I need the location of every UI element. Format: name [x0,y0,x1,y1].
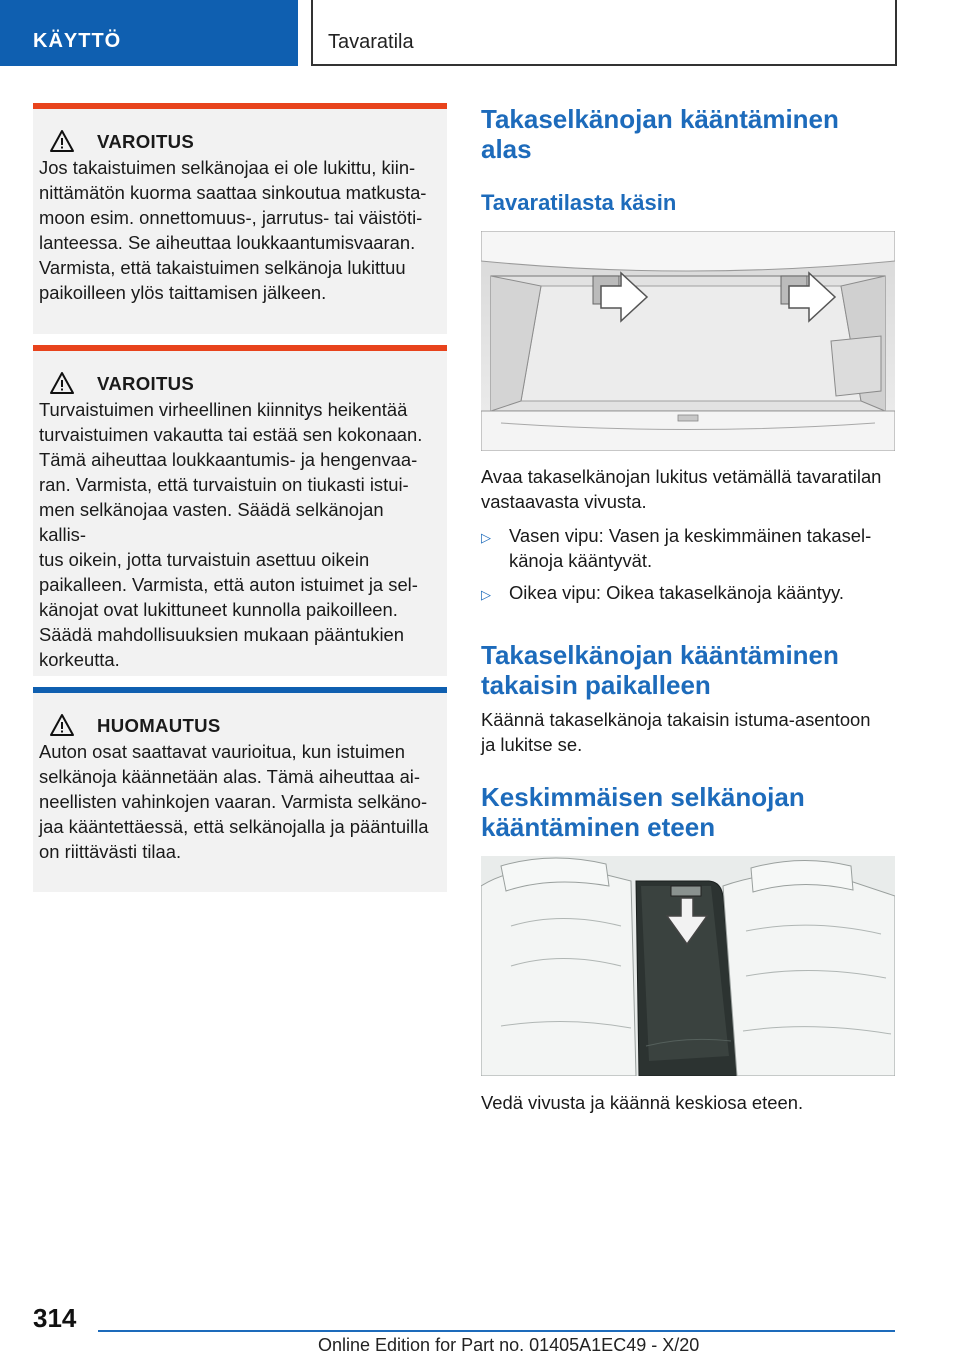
page-title: Tavaratila [311,0,897,66]
heading-fold-down: Takaselkänojan kääntäminen alas [481,104,839,164]
rear-seat-illustration [481,856,895,1076]
warning-box-2 [33,345,447,676]
warning-triangle-icon [49,713,75,737]
warning-header [39,371,435,395]
warning-triangle-icon [49,371,75,395]
instruction-text: Vedä vivusta ja käännä keskiosa eteen. [481,1092,804,1113]
bullet-marker: ▷ [481,530,491,545]
warning-label: VAROITUS [97,130,195,152]
list-item [481,523,901,573]
instruction-text: Käännä takaselkänoja takaisin istuma-asentoon ja lukitse se. [481,709,871,755]
notice-text: Auton osat saattavat vaurioitua, kun istuimen selkänoja käännetään alas. Tämä aiheuttaa ai- neellisten vahinkojen vaaran. Varmista selkäno- jaa kääntettäessä, että selkänojalla ja pääntuilla on riittävästi tilaa. [39,741,429,862]
notice-label: HUOMAUTUS [97,714,221,736]
warning-header [39,129,435,153]
warning-triangle-icon [49,129,75,153]
notice-header [39,713,435,737]
list-item-text: Vasen vipu: Vasen ja keskimmäinen takasel- känoja kääntyvät. [509,525,872,571]
heading-fold-back: Takaselkänojan kääntäminen takaisin paikalleen [481,640,839,700]
warning-text: Jos takaistuimen selkänojaa ei ole lukittu, kiin- nittämätön kuorma saattaa sinkoutua matkusta- moon esim. onnettomuus-, jarrutus- tai väistöti- lanteessa. Se aiheuttaa loukkaantumisvaaran. Varmista, että takaistuimen selkänoja lukittuu paikoilleen ylös taittamisen jälkeen. [39,157,427,303]
subheading-from-trunk: Tavaratilasta käsin [481,190,677,215]
list-item [481,580,901,607]
list-item-text: Oikea vipu: Oikea takaselkänoja kääntyy. [509,582,844,603]
instruction-text: Avaa takaselkänojan lukitus vetämällä tavaratilan vastaavasta vivusta. [481,466,882,512]
section-tab: KÄYTTÖ [0,0,298,66]
heading-center-backrest: Keskimmäisen selkänojan kääntäminen eteen [481,782,805,842]
warning-label: VAROITUS [97,372,195,394]
warning-text: Turvaistuimen virheellinen kiinnitys heikentää turvaistuimen vakautta tai estää sen kokonaan. Tämä aiheuttaa loukkaantumis- ja hengenvaa- ran. Varmista, että turvaistuin on tiukasti istui- men selkänojaa vasten. Säädä selkänojan kallis- tus oikein, jotta turvaistuin asettuu oikein paikalleen. Varmista, että auton istuimet ja sel- känojat ovat lukittuneet kunnolla paikoilleen. Säädä mahdollisuuksien mukaan pääntukien korkeutta. [39,399,423,670]
footer-divider [98,1330,895,1332]
bullet-marker: ▷ [481,587,491,602]
notice-box [33,687,447,892]
trunk-illustration [481,231,895,451]
page-number: 314 [33,1303,77,1333]
edition-info: Online Edition for Part no. 01405A1EC49 - X/20 [318,1335,700,1355]
warning-box-1 [33,103,447,334]
